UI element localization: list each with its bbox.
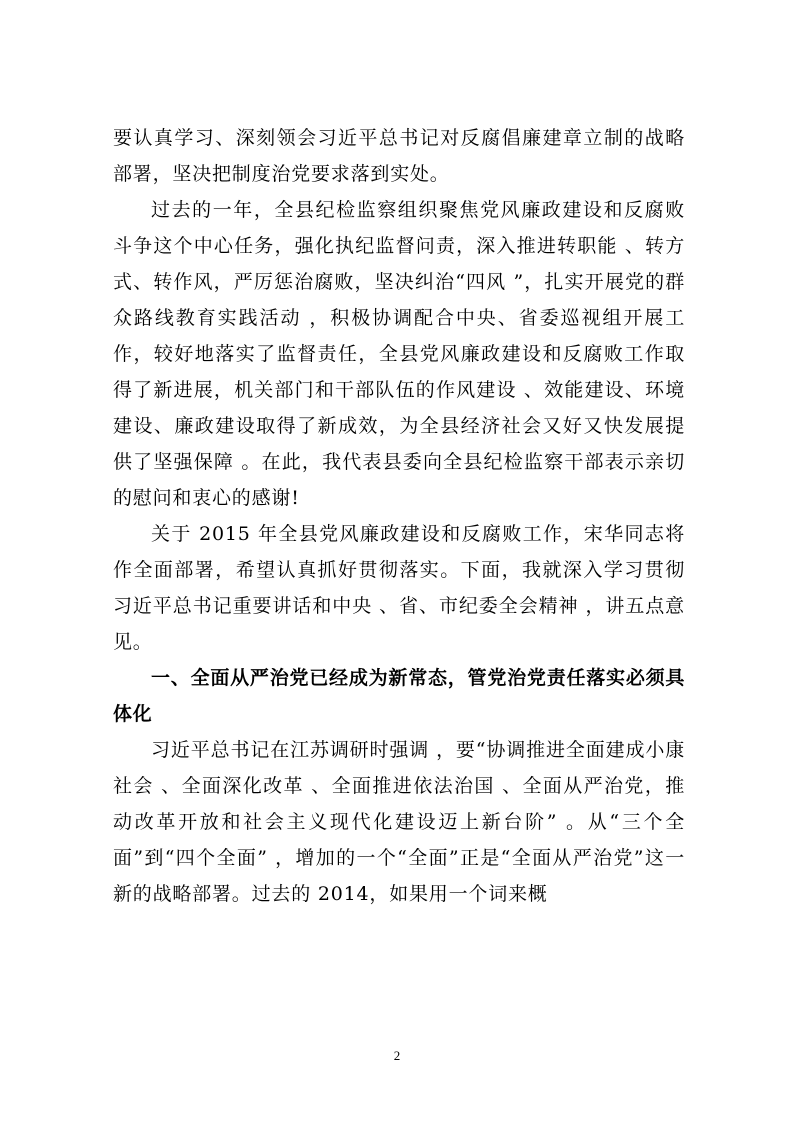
paragraph-2015-work-intro: 关于 2015 年全县党风廉政建设和反腐败工作，宋华同志将作全面部署，希望认真抓好贯彻落实。下面，我就深入学习贯彻习近平总书记重要讲话和中央 、省、市纪委全会精神 ，讲五点意见。 — [113, 523, 685, 653]
section-heading-1: 一、全面从严治党已经成为新常态，管党治党责任落实必须具体化 — [113, 667, 685, 725]
paragraph-past-year-review: 过去的一年，全县纪检监察组织聚焦党风廉政建设和反腐败斗争这个中心任务，强化执纪监督问责，深入推进转职能 、转方式、转作风，严厉惩治腐败，坚决纠治“四风 ”，扎实开展党的群众路线教育实践活动 ，积极协调配合中央、省委巡视组开展工作，较好地落实了监督责任，全县党风廉政建设和反腐败工作取得了新进展，机关部门和干部队伍的作风建设 、效能建设、环境建设、廉政建设取得了新成效，为全县经济社会又好又快发展提供了坚强保障 。在此，我代表县委向全县纪检监察干部表示亲切的慰问和衷心的感谢! — [113, 199, 685, 509]
page-number: 2 — [393, 1048, 401, 1063]
paragraph-four-comprehensives: 习近平总书记在江苏调研时强调 ，要“协调推进全面建成小康社会 、全面深化改革 、全面推进依法治国 、全面从严治党，推动改革开放和社会主义现代化建设迈上新台阶” 。从“三个全面”到“四个全面” ，增加的一个“全面”正是“全面从严治党”这一新的战略部署。过去的 2014，如果用一个词来概 — [113, 739, 685, 905]
paragraph-continuation: 要认真学习、深刻领会习近平总书记对反腐倡廉建章立制的战略部署，坚决把制度治党要求落到实处。 — [113, 127, 685, 185]
body-text — [113, 120, 685, 912]
